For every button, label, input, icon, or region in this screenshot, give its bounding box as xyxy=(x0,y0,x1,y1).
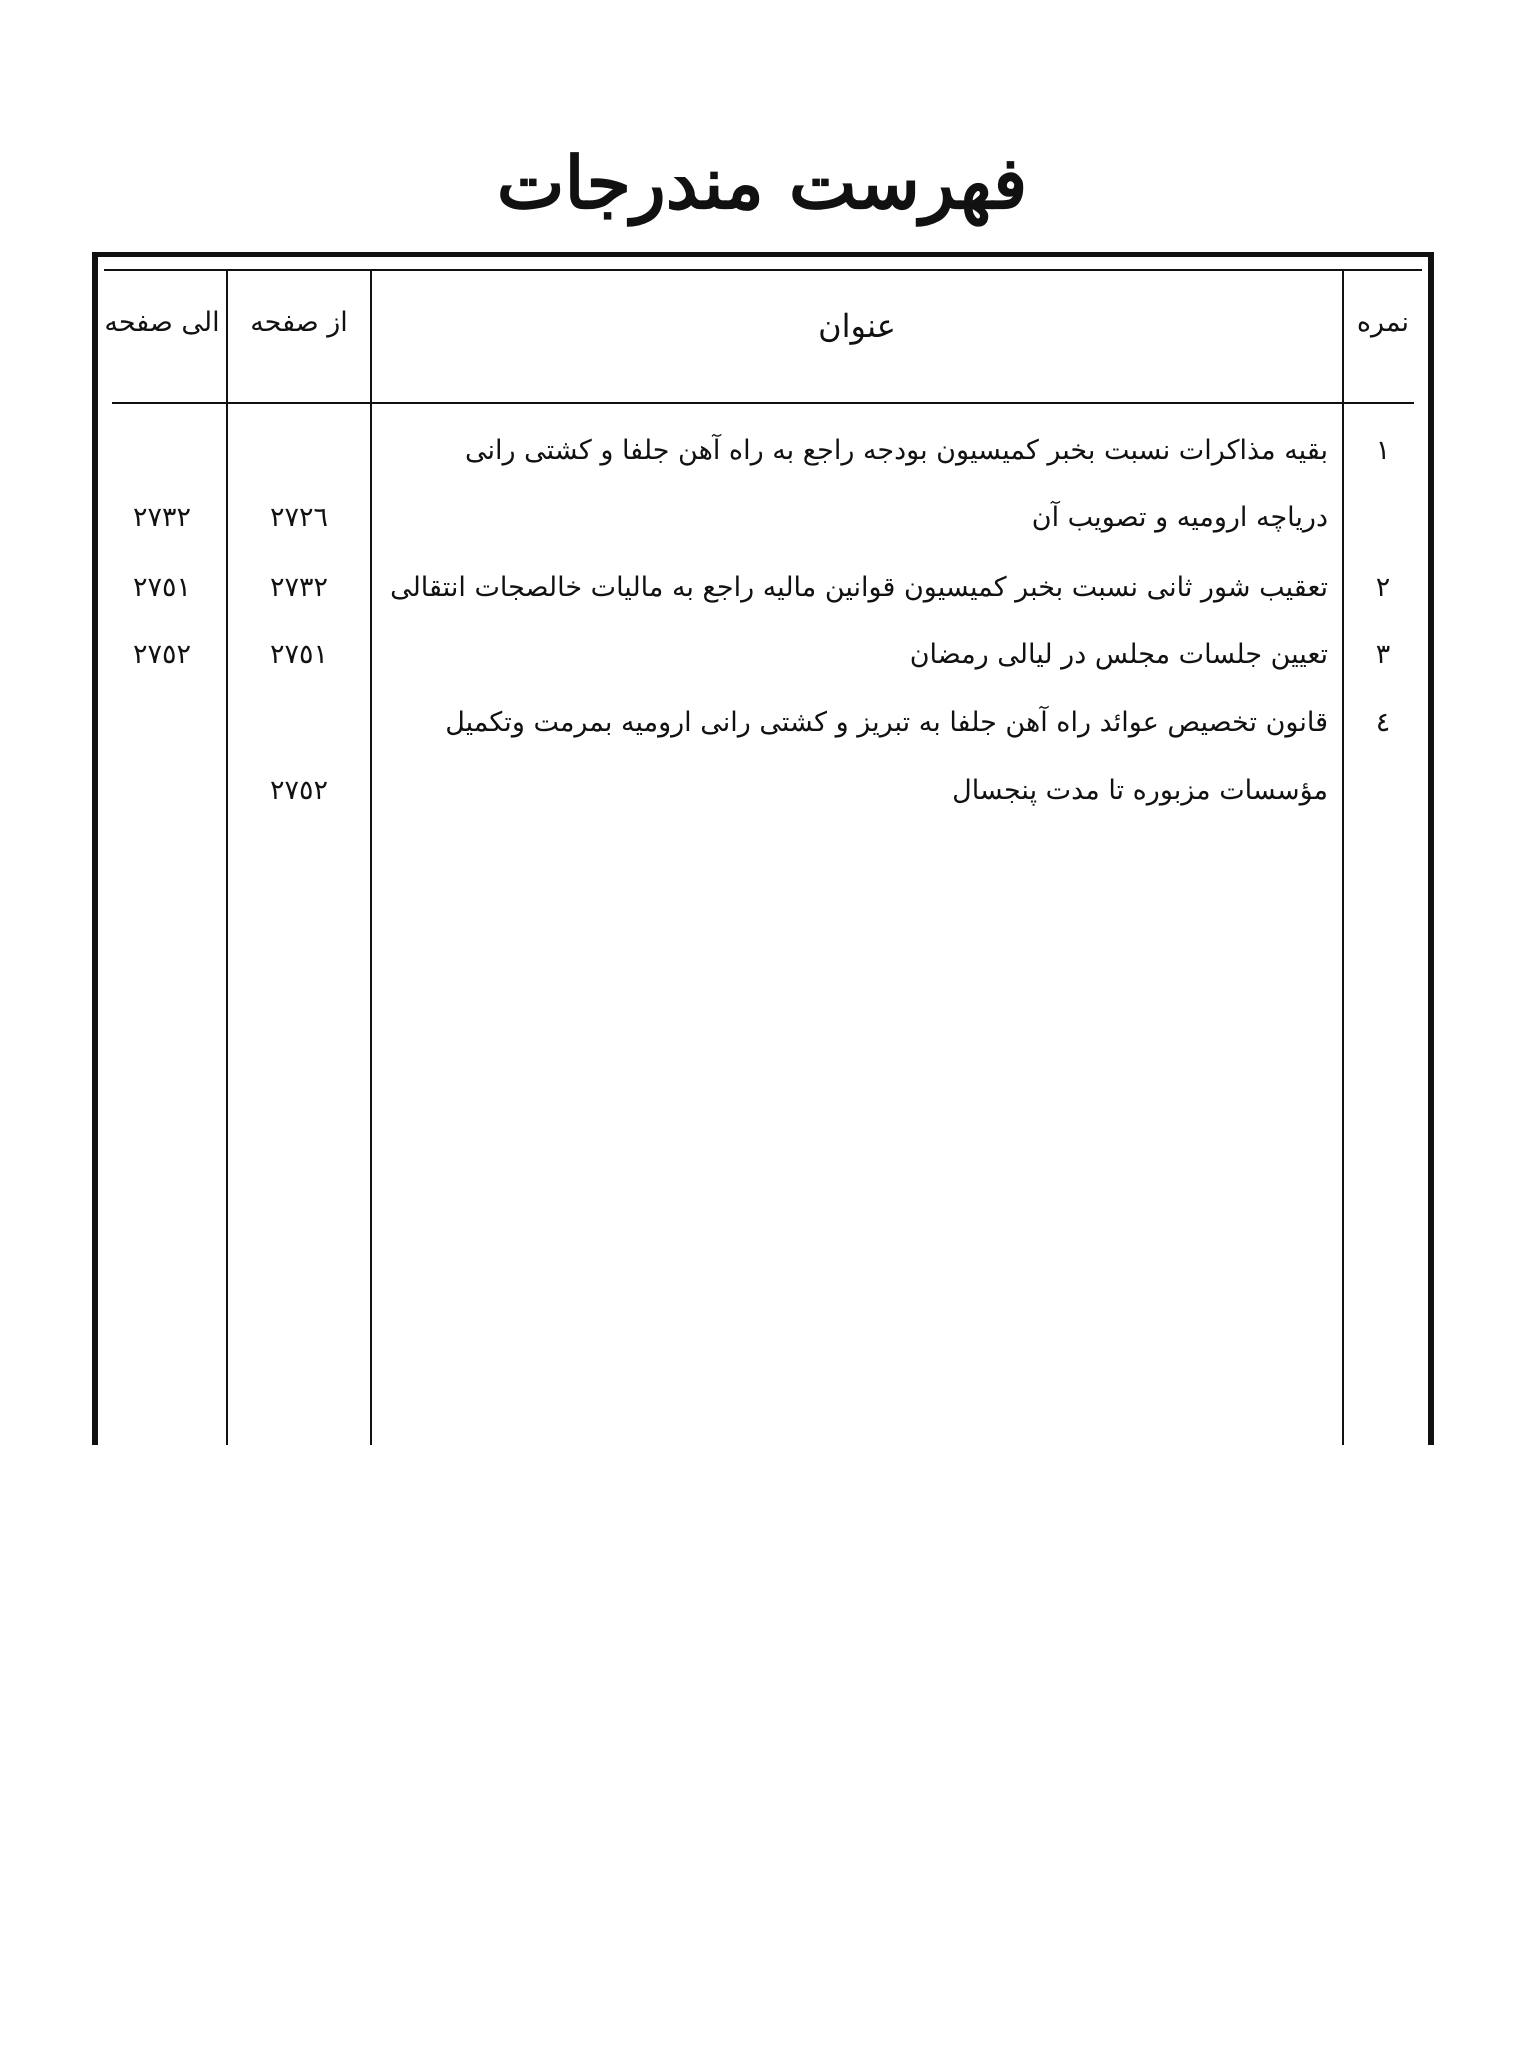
header-subject: عنوان xyxy=(818,307,896,345)
row-subject-line: مؤسسات مزبوره تا مدت پنجسال xyxy=(952,775,1328,806)
row-subject-line: قانون تخصیص عوائد راه آهن جلفا به تبریز و کشتی رانی ارومیه بمرمت وتکمیل xyxy=(445,707,1328,738)
page-title: فهرست مندرجات xyxy=(496,140,1028,225)
row-subject-line: تعقیب شور ثانی نسبت بخبر کمیسیون قوانین مالیه راجع به مالیات خالصجات انتقالی xyxy=(390,572,1328,603)
row-subject-line: دریاچه ارومیه و تصویب آن xyxy=(1031,502,1328,533)
row-to-page: ٢٧٥١ xyxy=(132,572,191,603)
row-from-page: ٢٧٥٢ xyxy=(269,775,328,806)
row-number: ٣ xyxy=(1375,639,1391,670)
contents-table xyxy=(92,252,1434,1445)
column-divider xyxy=(370,269,372,1445)
row-number: ١ xyxy=(1375,435,1391,466)
row-from-page: ٢٧٣٢ xyxy=(269,572,328,603)
header-to-page: الی صفحه xyxy=(104,307,220,338)
header-from-page: از صفحه xyxy=(250,307,348,338)
row-subject-line: بقیه مذاکرات نسبت بخبر کمیسیون بودجه راجع به راه آهن جلفا و کشتی رانی xyxy=(465,435,1328,466)
row-from-page: ٢٧٢٦ xyxy=(269,502,328,533)
header-divider xyxy=(112,402,1414,404)
row-number: ٤ xyxy=(1375,707,1391,738)
row-subject-line: تعیین جلسات مجلس در لیالی رمضان xyxy=(909,639,1328,670)
row-to-page: ٢٧٥٢ xyxy=(132,639,191,670)
row-to-page: ٢٧٣٢ xyxy=(132,502,191,533)
column-divider xyxy=(226,269,228,1445)
header-number: نمره xyxy=(1356,307,1410,338)
row-number: ٢ xyxy=(1375,572,1391,603)
row-from-page: ٢٧٥١ xyxy=(269,639,328,670)
